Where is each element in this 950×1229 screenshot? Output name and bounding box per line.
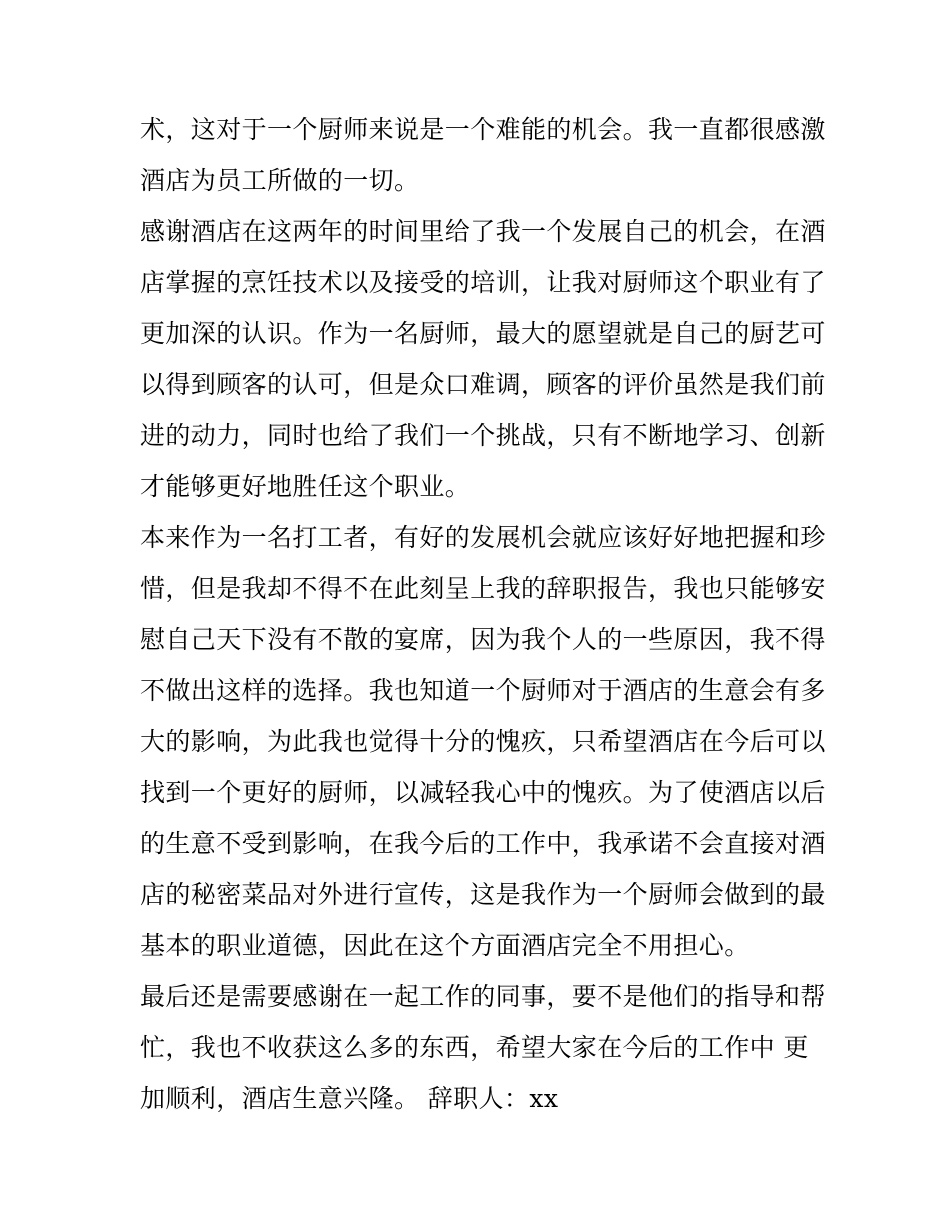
text-line: 店掌握的烹饪技术以及接受的培训，让我对厨师这个职业有了 [140,268,826,297]
text-line: 忙，我也不收获这么多的东西，希望大家在今后的工作中 更 [140,1033,809,1062]
text-line: 酒店为员工所做的一切。 [140,166,420,195]
text-line: 慰自己天下没有不散的宴席，因为我个人的一些原因，我不得 [140,625,826,654]
text-line: 本来作为一名打工者，有好的发展机会就应该好好地把握和珍 [140,523,826,552]
text-line: 找到一个更好的厨师，以减轻我心中的愧疚。为了使酒店以后 [140,778,826,807]
text-line: 店的秘密菜品对外进行宣传，这是我作为一个厨师会做到的最 [140,880,826,909]
text-line: 的生意不受到影响，在我今后的工作中，我承诺不会直接对酒 [140,829,826,858]
letter-body [140,104,826,1124]
text-line: 以得到顾客的认可，但是众口难调，顾客的评价虽然是我们前 [140,370,826,399]
text-line: 术，这对于一个厨师来说是一个难能的机会。我一直都很感激 [140,115,826,144]
text-line: 惜，但是我却不得不在此刻呈上我的辞职报告，我也只能够安 [140,574,826,603]
text-line: 大的影响，为此我也觉得十分的愧疚，只希望酒店在今后可以 [140,727,826,756]
text-line: 感谢酒店在这两年的时间里给了我一个发展自己的机会，在酒 [140,217,826,246]
text-line: 才能够更好地胜任这个职业。 [140,472,471,501]
text-line: 基本的职业道德，因此在这个方面酒店完全不用担心。 [140,931,750,960]
text-line: 更加深的认识。作为一名厨师，最大的愿望就是自己的厨艺可 [140,319,826,348]
text-line: 不做出这样的选择。我也知道一个厨师对于酒店的生意会有多 [140,676,826,705]
text-line: 加顺利，酒店生意兴隆。 辞职人：xx [140,1084,559,1113]
text-line: 进的动力，同时也给了我们一个挑战，只有不断地学习、创新 [140,421,826,450]
text-line: 最后还是需要感谢在一起工作的同事，要不是他们的指导和帮 [140,982,826,1011]
